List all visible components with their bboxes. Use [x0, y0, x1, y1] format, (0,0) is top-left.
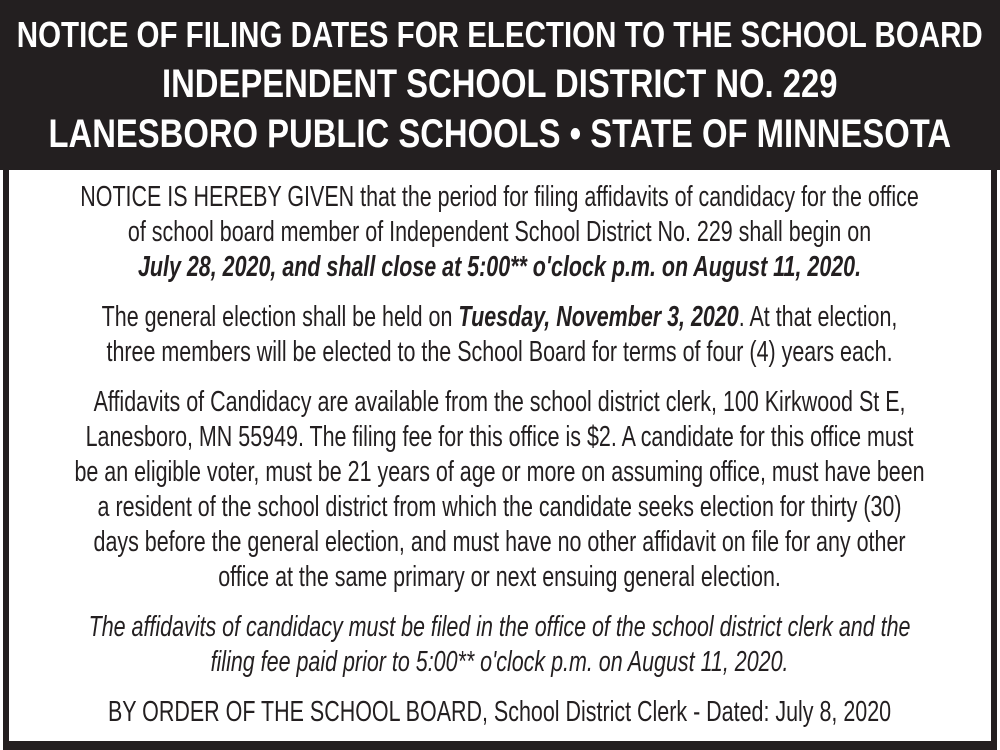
text-line: NOTICE IS HEREBY GIVEN that the period for filing affidavits of candidacy for the office: [80, 181, 920, 213]
masthead-title-line-3: LANESBORO PUBLIC SCHOOLS • STATE OF MINNESOTA: [48, 112, 952, 156]
paragraph-general-election: [9, 300, 991, 370]
paragraph-by-order: [9, 695, 991, 730]
paragraph-filing-deadline: [9, 610, 991, 680]
text-line: [9, 300, 991, 335]
paragraph-filing-period: [9, 180, 991, 285]
paragraph-candidacy-requirements: [9, 385, 991, 595]
text-line: office at the same primary or next ensuing general election.: [218, 561, 782, 593]
notice-body: [3, 170, 997, 750]
text-line: Affidavits of Candidacy are available from the school district clerk, 100 Kirkwood St E,: [94, 386, 906, 418]
text-line-italic: The affidavits of candidacy must be filed in the office of the school district clerk and the: [89, 611, 911, 643]
text-line: three members will be elected to the School Board for terms of four (4) years each.: [106, 336, 894, 368]
notice-masthead: [0, 0, 1000, 170]
masthead-title-line-2: INDEPENDENT SCHOOL DISTRICT NO. 229: [162, 62, 838, 106]
election-date-emphasis: Tuesday, November 3, 2020: [458, 301, 740, 333]
text-segment: . At that election,: [739, 301, 898, 333]
text-line: days before the general election, and must have no other affidavit on file for any other: [93, 526, 907, 558]
text-line: be an eligible voter, must be 21 years of age or more on assuming office, must have been: [74, 456, 926, 488]
text-line: Lanesboro, MN 55949. The filing fee for this office is $2. A candidate for this office must: [86, 421, 914, 453]
filing-dates-emphasis: July 28, 2020, and shall close at 5:00** o'clock p.m. on August 11, 2020.: [138, 251, 862, 283]
text-line: [9, 250, 991, 285]
by-order-line: BY ORDER OF THE SCHOOL BOARD, School District Clerk - Dated: July 8, 2020: [108, 696, 892, 728]
text-segment: The general election shall be held on: [102, 301, 459, 333]
text-line-italic: filing fee paid prior to 5:00** o'clock p.m. on August 11, 2020.: [211, 646, 789, 678]
text-line: of school board member of Independent School District No. 229 shall begin on: [128, 216, 872, 248]
masthead-title-line-1: NOTICE OF FILING DATES FOR ELECTION TO THE SCHOOL BOARD: [17, 14, 983, 55]
text-line: a resident of the school district from which the candidate seeks election for thirty (30): [98, 491, 902, 523]
